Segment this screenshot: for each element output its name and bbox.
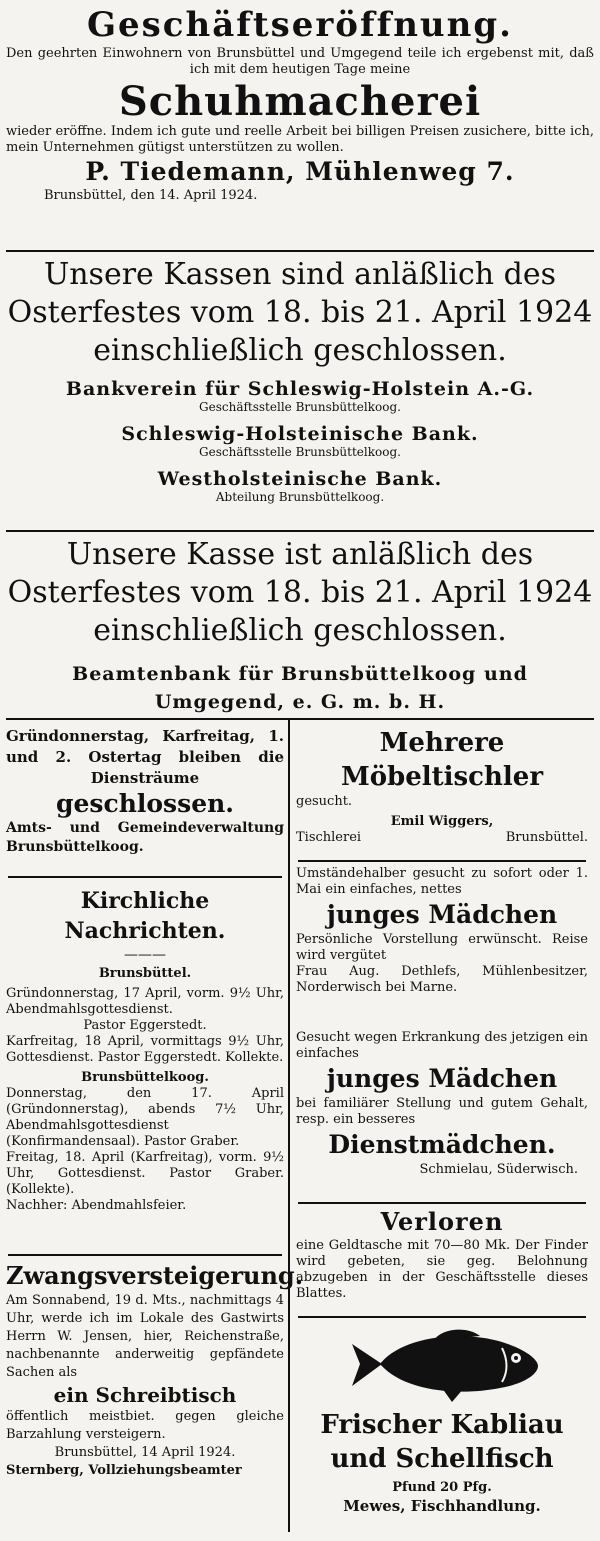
auction-title: Zwangsversteigerung. xyxy=(6,1261,304,1290)
ad-owner: P. Tiedemann, Mühlenweg 7. xyxy=(85,157,515,186)
ad-lost xyxy=(296,1204,588,1316)
fish-price: Pfund 20 Pfg. xyxy=(392,1480,492,1495)
ad-text: wieder eröffne. Indem ich gute und reelle Arbeit bei billigen Preisen zusichere, bitte ich, mein Unternehmen gütigst unterstützen zu wollen. xyxy=(6,124,594,155)
auction-item: ein Schreibtisch xyxy=(53,1383,237,1407)
ad-heading: Schuhmacherei xyxy=(118,78,482,125)
ad-shop-opening xyxy=(6,4,594,250)
church-service: Gründonnerstag, 17 April, vorm. 9½ Uhr, Abendmahlsgottesdienst. xyxy=(6,986,284,1017)
girl-text: Umständehalber gesucht zu sofort oder 1. Mai ein einfaches, nettes xyxy=(296,866,588,897)
fish-icon xyxy=(342,1324,542,1404)
girl-heading: junges Mädchen xyxy=(326,1064,558,1093)
fish-heading: Frischer Kabliau xyxy=(320,1410,564,1440)
girl-body: Persönliche Vorstellung erwünscht. Reise wird vergütet xyxy=(296,932,588,963)
ad-auction xyxy=(6,1256,304,1480)
closure-notice: Unsere Kasse ist anläßlich des Osterfestes vom 18. bis 21. April 1924 einschließlich geschlossen. xyxy=(7,537,593,648)
auction-text: öffentlich meistbiet. gegen gleiche Barzahlung versteigern. xyxy=(6,1409,284,1442)
joiners-title: Mehrere xyxy=(379,728,505,758)
ad-fish xyxy=(296,1318,588,1516)
ad-banks-closed xyxy=(6,252,594,530)
lost-title: Verloren xyxy=(380,1207,504,1236)
church-news xyxy=(6,878,284,1254)
bank-name: Schleswig-Holsteinische Bank. xyxy=(121,423,479,445)
ad-beamtenbank-closed xyxy=(6,532,594,718)
ad-offices-closed xyxy=(6,720,284,876)
lost-text: eine Geldtasche mit 70—80 Mk. Der Finder wird gebeten, sie geg. Belohnung abzugeben in der Geschäftsstelle dieses Blattes. xyxy=(296,1238,588,1301)
church-title: Kirchliche Nachrichten. xyxy=(64,888,226,944)
joiners-sought: gesucht. xyxy=(296,794,353,809)
fish-illustration xyxy=(296,1324,588,1408)
ad-girl-1 xyxy=(296,862,588,1030)
closed-sign: Amts- und Gemeindeverwaltung Brunsbüttelkoog. xyxy=(6,820,284,855)
bank-branch: Geschäftsstelle Brunsbüttelkoog. xyxy=(199,400,401,414)
ad-girl-2 xyxy=(296,1030,588,1202)
ad-joiners xyxy=(296,720,588,860)
auction-text: Am Sonnabend, 19 d. Mts., nachmittags 4 Uhr, werde ich im Lokale des Gastwirts Herrn W. Jensen, hier, Reichenstraße, nachbenannte anderweitig gepfändete Sachen als xyxy=(6,1293,284,1380)
church-note: Nachher: Abendmahlsfeier. xyxy=(6,1198,187,1213)
joiners-footer xyxy=(296,830,588,846)
girl-sign: Frau Aug. Dethlefs, Mühlenbesitzer, Norderwisch bei Marne. xyxy=(296,964,588,995)
closed-word: geschlossen. xyxy=(56,789,234,818)
bank-branch: Geschäftsstelle Brunsbüttelkoog. xyxy=(199,445,401,459)
two-column-section xyxy=(6,720,594,1532)
ad-intro: Den geehrten Einwohnern von Brunsbüttel und Umgegend teile ich ergebenst mit, daß ich mit dem heutigen Tage meine xyxy=(6,46,594,77)
girl-heading-2: Dienstmädchen. xyxy=(328,1130,556,1159)
girl-text: Gesucht wegen Erkrankung des jetzigen ein einfaches xyxy=(296,1030,588,1061)
church-service: Donnerstag, den 17. April (Gründonnerstag), abends 7½ Uhr, Abendmahlsgottesdienst (Konfirmandensaal). Pastor Graber. xyxy=(6,1086,284,1149)
joiners-town: Brunsbüttel. xyxy=(505,830,588,845)
ad-dateline: Brunsbüttel, den 14. April 1924. xyxy=(44,188,258,203)
church-place: Brunsbüttel. xyxy=(98,966,192,981)
girl-heading: junges Mädchen xyxy=(326,900,558,929)
ad-title: Geschäftseröffnung. xyxy=(87,5,513,45)
left-column xyxy=(6,720,304,1532)
fish-heading: und Schellfisch xyxy=(330,1444,554,1474)
auction-dateline: Brunsbüttel, 14 April 1924. xyxy=(54,1445,236,1460)
church-pastor: Pastor Eggerstedt. xyxy=(83,1018,207,1033)
joiners-trade: Tischlerei xyxy=(296,830,362,845)
closed-text: Gründonnerstag, Karfreitag, 1. und 2. Ostertag bleiben die Diensträume xyxy=(6,727,284,787)
auction-sign: Sternberg, Vollziehungsbeamter xyxy=(6,1463,242,1478)
right-column xyxy=(290,720,588,1532)
church-service: Karfreitag, 18 April, vormittags 9½ Uhr, Gottesdienst. Pastor Eggerstedt. Kollekte. xyxy=(6,1034,284,1065)
joiners-title: Möbeltischler xyxy=(340,762,544,792)
bank-name: Westholsteinische Bank. xyxy=(157,468,443,490)
girl-body: bei familiärer Stellung und gutem Gehalt, resp. ein besseres xyxy=(296,1096,588,1127)
church-service: Freitag, 18. April (Karfreitag), vorm. 9½ Uhr, Gottesdienst. Pastor Graber. (Kollekte). xyxy=(6,1150,284,1197)
bank-branch: Abteilung Brunsbüttelkoog. xyxy=(215,490,385,504)
fish-sign: Mewes, Fischhandlung. xyxy=(343,1497,541,1515)
bank-name: Beamtenbank für Brunsbüttelkoog und Umgegend, e. G. m. b. H. xyxy=(72,663,528,713)
closure-notice: Unsere Kassen sind anläßlich des Osterfestes vom 18. bis 21. April 1924 einschließlich geschlossen. xyxy=(7,257,593,368)
church-dash: ——— xyxy=(124,947,166,963)
church-place: Brunsbüttelkoog. xyxy=(81,1070,209,1085)
joiners-name: Emil Wiggers, xyxy=(390,814,494,829)
girl-sign: Schmielau, Süderwisch. xyxy=(419,1162,578,1177)
bank-name: Bankverein für Schleswig-Holstein A.-G. xyxy=(65,378,535,400)
